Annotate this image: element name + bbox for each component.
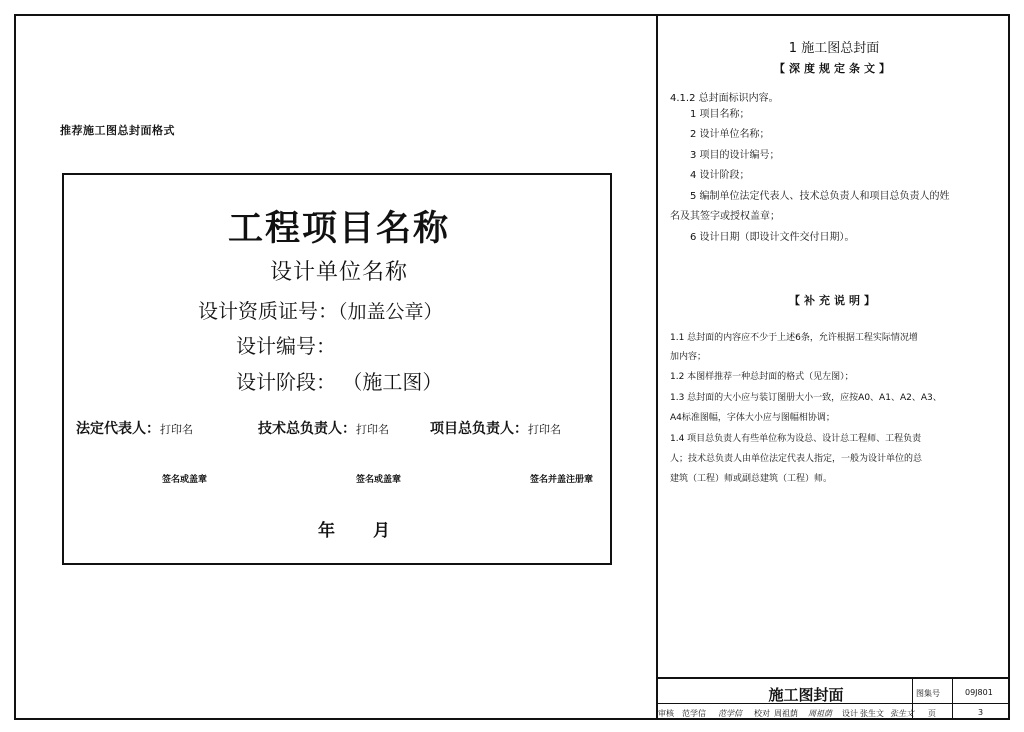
clause-head: 4.1.2 总封面标识内容。 — [670, 93, 779, 104]
design-label: 设计 — [842, 709, 858, 718]
checker-signature: 周祖荫 — [808, 709, 832, 718]
sign-note: 签名或盖章 — [356, 475, 402, 485]
signer-project-chief — [430, 418, 561, 438]
title-block — [656, 677, 1010, 720]
cert-line — [198, 295, 443, 324]
clause-item: 名及其签字或授权盖章； — [670, 211, 780, 222]
design-no-label: 设计编号： — [236, 334, 336, 358]
signer-label: 技术总负责人： — [258, 421, 356, 437]
signer-print: 打印名 — [160, 423, 193, 436]
checker-name: 周祖荫 — [774, 709, 798, 718]
clause-item: 5 编制单位法定代表人、技术总负责人和项目总负责人的姓 — [690, 191, 950, 202]
signer-print: 打印名 — [356, 423, 389, 436]
review-label: 审核 — [658, 709, 674, 718]
designer-name: 张生文 — [860, 709, 884, 718]
supplement-item: 1.4 项目总负责人有些单位称为设总、设计总工程师、工程负责 — [670, 434, 922, 444]
signer-label: 项目总负责人： — [430, 421, 528, 437]
title-block-vline — [952, 679, 953, 720]
cert-value: （加盖公章） — [338, 301, 443, 323]
page-label: 页 — [928, 709, 936, 718]
design-stage-label: 设计阶段： — [236, 370, 336, 394]
unit-name: 设计单位名称 — [269, 260, 408, 285]
sign-note: 签名或盖章 — [162, 475, 208, 485]
reviewer-signature: 范学信 — [718, 709, 742, 718]
check-label: 校对 — [754, 709, 770, 718]
atlas-no: 09J801 — [965, 688, 993, 697]
clause-item: 4 设计阶段； — [690, 170, 750, 181]
sign-note: 签名并盖注册章 — [530, 475, 594, 485]
design-stage-line — [236, 366, 442, 395]
date-month: 月 — [373, 521, 390, 541]
clause-subtitle: 【深度规定条文】 — [774, 62, 894, 75]
signer-tech-chief — [258, 418, 389, 438]
signer-legal-rep — [76, 418, 193, 438]
supplement-item: 1.1 总封面的内容应不少于上述6条，允许根据工程实际情况增 — [670, 333, 918, 343]
supplement-item: A4标准图幅，字体大小应与图幅相协调； — [670, 413, 835, 423]
design-stage-value: （施工图） — [342, 370, 443, 394]
drawing-title: 施工图封面 — [768, 686, 844, 704]
clause-item: 2 设计单位名称； — [690, 129, 770, 140]
designer-signature: 张生文 — [890, 709, 914, 718]
atlas-no-label: 图集号 — [916, 689, 940, 698]
supplement-item: 建筑（工程）师或副总建筑（工程）师。 — [670, 474, 833, 484]
left-caption: 推荐施工图总封面格式 — [60, 124, 175, 137]
supplement-title: 【补充说明】 — [789, 294, 879, 307]
signer-print: 打印名 — [528, 423, 561, 436]
clause-item: 1 项目名称； — [690, 109, 750, 120]
frame-divider — [656, 14, 658, 720]
supplement-item: 加内容； — [670, 352, 707, 362]
project-name: 工程项目名称 — [227, 209, 450, 249]
clause-item: 3 项目的设计编号； — [690, 150, 780, 161]
cert-label: 设计资质证号： — [198, 299, 338, 323]
page-number: 3 — [978, 708, 984, 717]
clause-item: 6 设计日期（即设计文件交付日期）。 — [690, 232, 855, 243]
cover-sample — [62, 173, 612, 565]
date-year: 年 — [318, 521, 335, 541]
reviewer-name: 范学信 — [682, 709, 706, 718]
signer-label: 法定代表人： — [76, 421, 160, 437]
supplement-item: 人；技术总负责人由单位法定代表人指定，一般为设计单位的总 — [670, 454, 923, 464]
supplement-item: 1.3 总封面的大小应与装订图册大小一致，应按A0、A1、A2、A3、 — [670, 393, 942, 403]
supplement-item: 1.2 本图样推荐一种总封面的格式（见左图）； — [670, 372, 854, 382]
section-title: 1 施工图总封面 — [788, 41, 880, 56]
